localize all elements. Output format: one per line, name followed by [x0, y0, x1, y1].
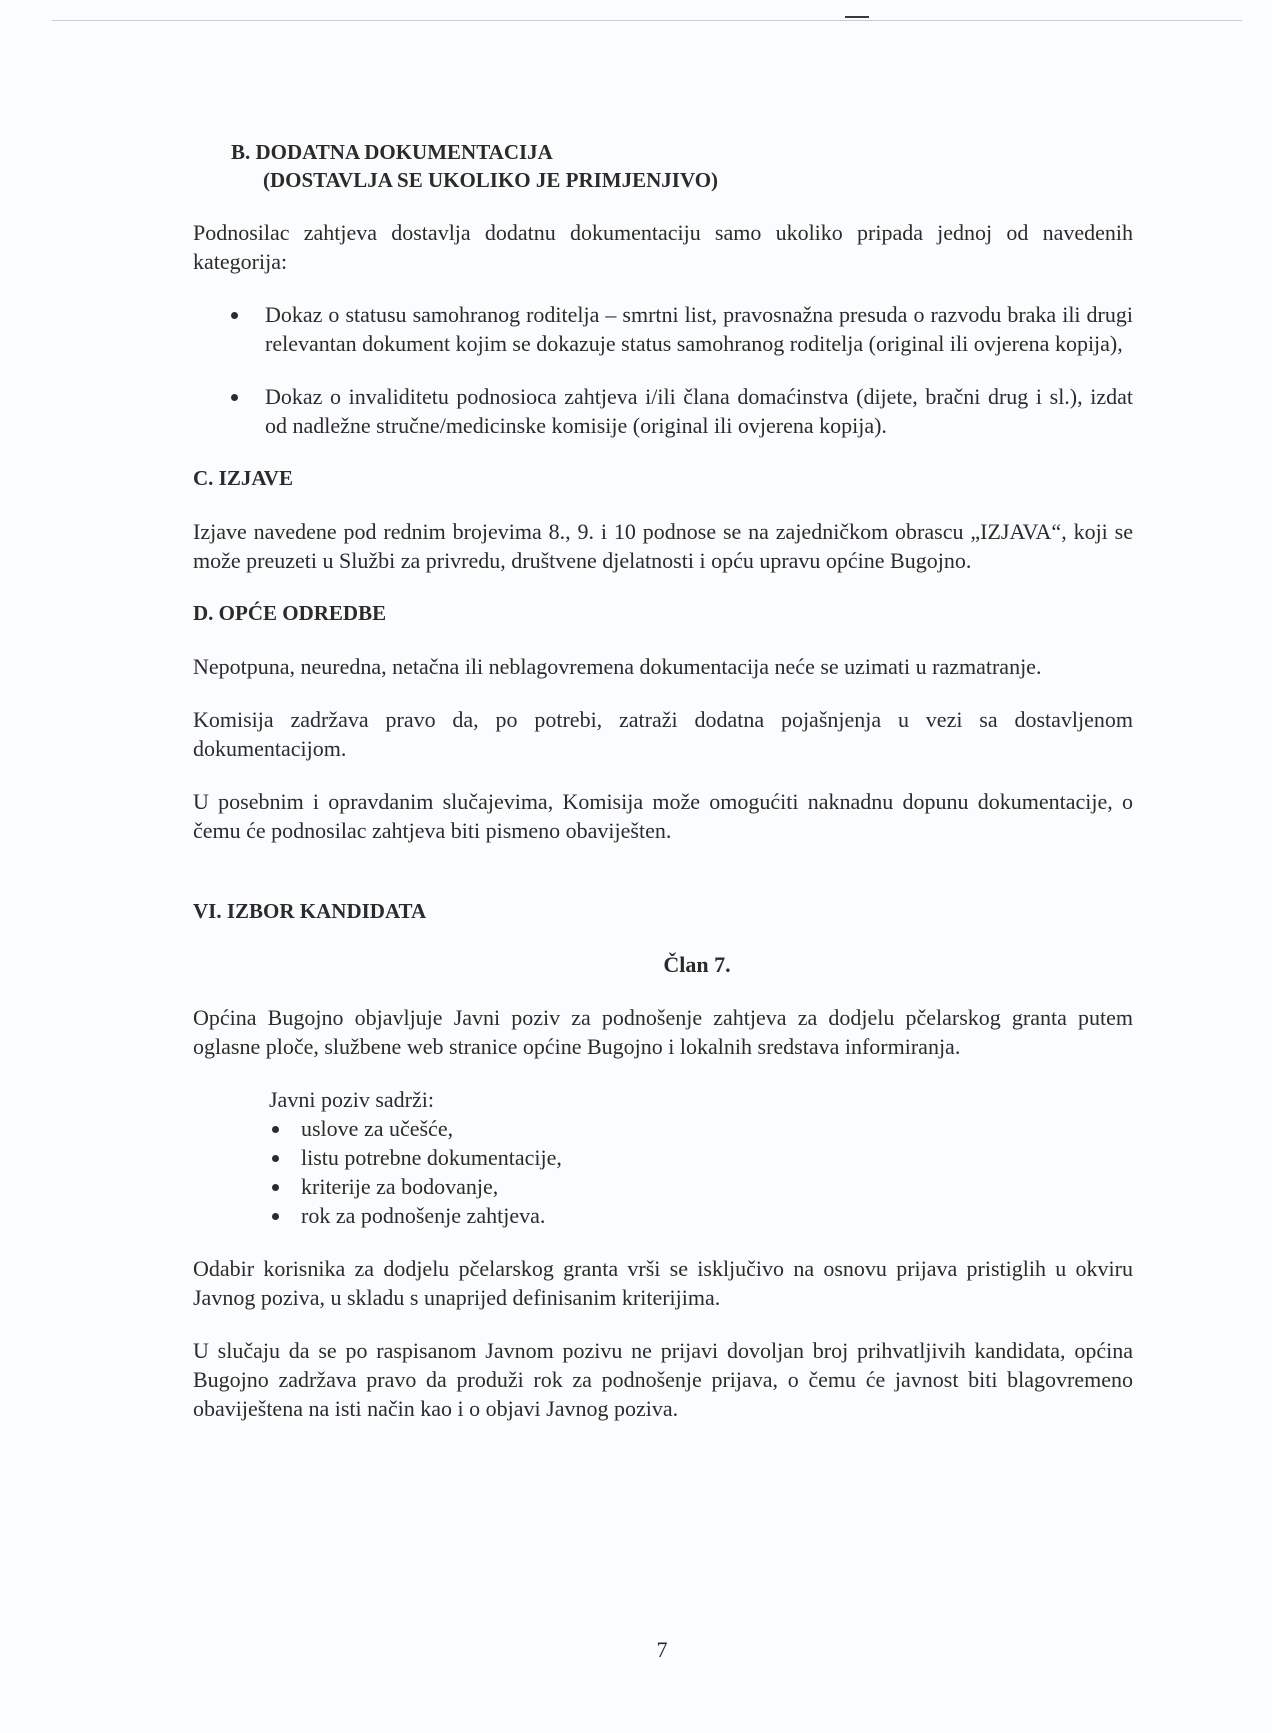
section-d-paragraph: U posebnim i opravdanim slučajevima, Komisija može omogućiti naknadnu dopunu dokumentacije, o čemu će podnosilac zahtjeva biti pismeno obaviješten. — [193, 789, 1133, 843]
section-vi-paragraph: Odabir korisnika za dodjelu pčelarskog granta vrši se isključivo na osnovu prijava pristiglih u okviru Javnog poziva, u skladu s unaprijed definisanim kriterijima. — [193, 1256, 1133, 1310]
section-b-title-line2: (DOSTAVLJA SE UKOLIKO JE PRIMJENJIVO) — [263, 168, 719, 192]
top-scan-rule — [52, 20, 1242, 21]
section-b-heading — [231, 138, 1133, 194]
document-page — [193, 138, 1133, 1423]
list-item: kriterije za bodovanje, — [301, 1172, 1133, 1201]
page-number: 7 — [656, 1637, 668, 1662]
list-item: Dokaz o invaliditetu podnosioca zahtjeva i/ili člana domaćinstva (dijete, bračni drug i sl.), izdat od nadležne stručne/medicinske komisije (original ili ovjerena kopija). — [265, 384, 1133, 438]
section-b-title-line1: B. DODATNA DOKUMENTACIJA — [231, 140, 553, 164]
section-vi-intro: Općina Bugojno objavljuje Javni poziv za podnošenje zahtjeva za dodjelu pčelarskog granta putem oglasne ploče, službene web stranice općine Bugojno i lokalnih sredstava informiranja. — [193, 1005, 1133, 1059]
section-d-paragraph: Komisija zadržava pravo da, po potrebi, zatraži dodatna pojašnjenja u vezi sa dostavljenom dokumentacijom. — [193, 707, 1133, 761]
list-item: listu potrebne dokumentacije, — [301, 1143, 1133, 1172]
section-b-list — [193, 300, 1133, 440]
top-scan-mark — [845, 16, 869, 18]
section-vi-paragraph: U slučaju da se po raspisanom Javnom pozivu ne prijavi dovoljan broj prihvatljivih kandidata, općina Bugojno zadržava pravo da produži rok za podnošenje prijava, o čemu će javnost biti blagovremeno obaviještena na isti način kao i o objavi Javnog poziva. — [193, 1338, 1133, 1421]
list-item: Dokaz o statusu samohranog roditelja – smrtni list, pravosnažna presuda o razvodu braka ili drugi relevantan dokument kojim se dokazuje status samohranog roditelja (original ili ovjerena kopija), — [265, 302, 1133, 356]
list-item: rok za podnošenje zahtjeva. — [301, 1201, 1133, 1230]
section-c-text: Izjave navedene pod rednim brojevima 8., 9. i 10 podnose se na zajedničkom obrascu „IZJAVA“, koji se može preuzeti u Službi za privredu, društvene djelatnosti i opću upravu općine Bugojno. — [193, 519, 1133, 573]
section-d-title: D. OPĆE ODREDBE — [193, 601, 387, 625]
article-title: Član 7. — [663, 952, 731, 977]
javni-poziv-list — [193, 1114, 1133, 1230]
javni-poziv-label: Javni poziv sadrži: — [269, 1087, 434, 1112]
section-b-intro: Podnosilac zahtjeva dostavlja dodatnu dokumentaciju samo ukoliko pripada jednoj od navedenih kategorija: — [193, 220, 1133, 274]
list-item: uslove za učešće, — [301, 1114, 1133, 1143]
section-vi-title: VI. IZBOR KANDIDATA — [193, 899, 427, 923]
section-c-title: C. IZJAVE — [193, 466, 293, 490]
section-d-paragraph: Nepotpuna, neuredna, netačna ili neblagovremena dokumentacija neće se uzimati u razmatranje. — [193, 654, 1042, 679]
